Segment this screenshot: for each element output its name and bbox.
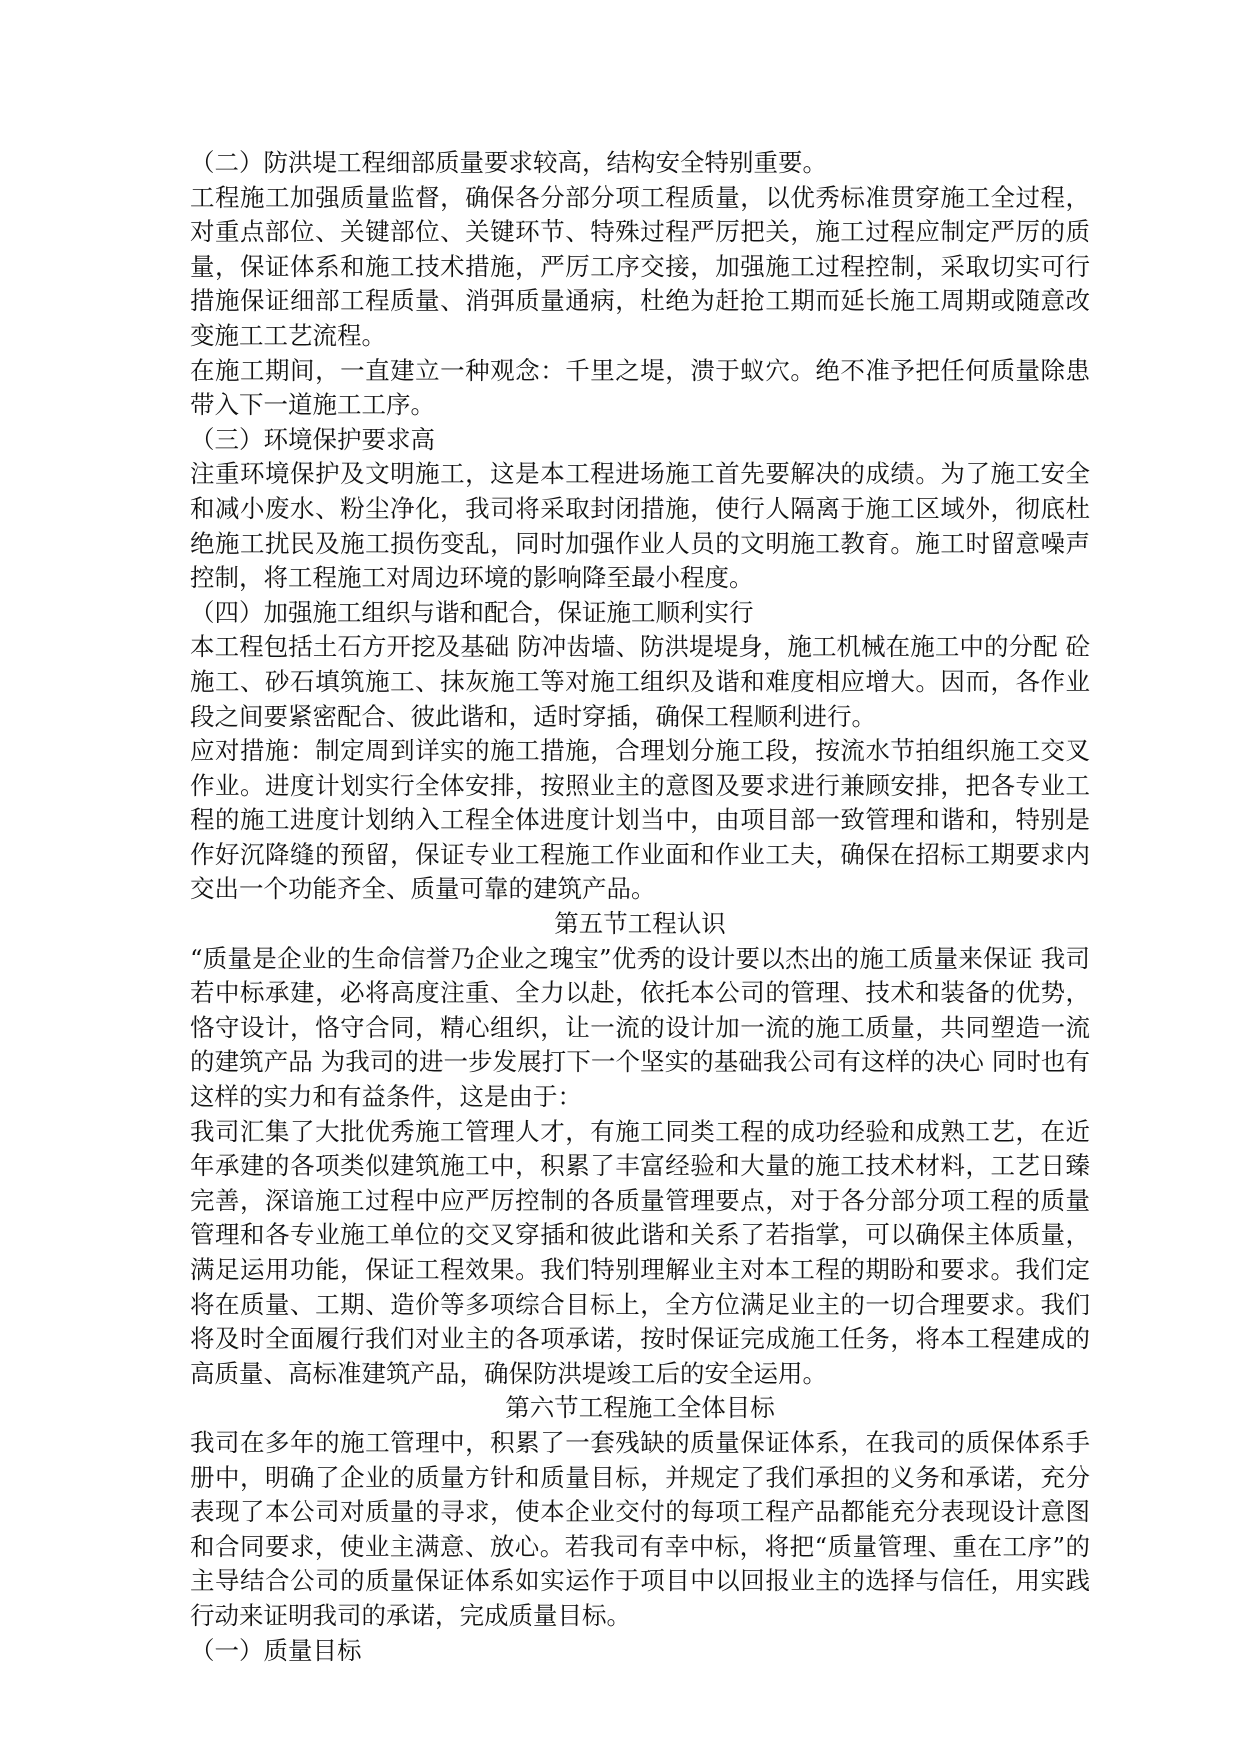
subsection-heading-2: （二）防洪堤工程细部质量要求较高，结构安全特别重要。: [190, 148, 827, 177]
document-body: [190, 146, 1090, 1668]
paragraph: 本工程包括土石方开挖及基础 防冲齿墙、防洪堤堤身，施工机械在施工中的分配 砼施工、砂石填筑施工、抹灰施工等对施工组织及谐和难度相应增大。因而，各作业段之间要紧密配合、彼此谐和，适时穿插，确保工程顺利进行。: [190, 632, 1090, 731]
section-heading-6: 第六节工程施工全体目标: [505, 1393, 775, 1423]
paragraph: 注重环境保护及文明施工，这是本工程进场施工首先要解决的成绩。为了施工安全和减小废水、粉尘净化，我司将采取封闭措施，使行人隔离于施工区域外，彻底杜绝施工扰民及施工损伤变乱，同时加强作业人员的文明施工教育。施工时留意噪声控制，将工程施工对周边环境的影响降至最小程度。: [190, 459, 1090, 593]
paragraph: 我司汇集了大批优秀施工管理人才，有施工同类工程的成功经验和成熟工艺，在近年承建的各项类似建筑施工中，积累了丰富经验和大量的施工技术材料，工艺日臻完善，深谙施工过程中应严厉控制的各质量管理要点，对于各分部分项工程的质量管理和各专业施工单位的交叉穿插和彼此谐和关系了若指掌，可以确保主体质量，满足运用功能，保证工程效果。我们特别理解业主对本工程的期盼和要求。我们定将在质量、工期、造价等多项综合目标上，全方位满足业主的一切合理要求。我们将及时全面履行我们对业主的各项承诺，按时保证完成施工任务，将本工程建成的高质量、高标准建筑产品，确保防洪堤竣工后的安全运用。: [190, 1116, 1090, 1388]
section-heading-5: 第五节工程认识: [554, 909, 726, 939]
paragraph: 我司在多年的施工管理中，积累了一套残缺的质量保证体系，在我司的质保体系手册中，明确了企业的质量方针和质量目标，并规定了我们承担的义务和承诺，充分表现了本公司对质量的寻求，使本企业交付的每项工程产品都能充分表现设计意图和合同要求，使业主满意、放心。若我司有幸中标，将把“质量管理、重在工序”的主导结合公司的质量保证体系如实运作于项目中以回报业主的选择与信任，用实践行动来证明我司的承诺，完成质量目标。: [190, 1427, 1090, 1630]
subsection-heading-4: （四）加强施工组织与谐和配合，保证施工顺利实行: [190, 597, 754, 627]
paragraph: 工程施工加强质量监督，确保各分部分项工程质量，以优秀标准贯穿施工全过程，对重点部位、关键部位、关键环节、特殊过程严厉把关，施工过程应制定严厉的质量，保证体系和施工技术措施，严厉工序交接，加强施工过程控制，采取切实可行措施保证细部工程质量、消弭质量通病，杜绝为赶抢工期而延长施工周期或随意改变施工工艺流程。: [190, 182, 1090, 350]
paragraph: 应对措施：制定周到详实的施工措施，合理划分施工段，按流水节拍组织施工交叉作业。进度计划实行全体安排，按照业主的意图及要求进行兼顾安排，把各专业工程的施工进度计划纳入工程全体进度计划当中，由项目部一致管理和谐和，特别是作好沉降缝的预留，保证专业工程施工作业面和作业工夫，确保在招标工期要求内交出一个功能齐全、质量可靠的建筑产品。: [190, 736, 1090, 904]
paragraph: 在施工期间，一直建立一种观念：千里之堤，溃于蚁穴。绝不准予把任何质量除患带入下一道施工工序。: [190, 355, 1090, 420]
subsection-heading-3: （三）环境保护要求高: [190, 424, 435, 454]
paragraph: “质量是企业的生命信誉乃企业之瑰宝”优秀的设计要以杰出的施工质量来保证 我司若中标承建，必将高度注重、全力以赴，依托本公司的管理、技术和装备的优势，恪守设计，恪守合同，精心组织，让一流的设计加一流的施工质量，共同塑造一流的建筑产品 为我司的进一步发展打下一个坚实的基础我公司有这样的决心 同时也有这样的实力和有益条件，这是由于：: [190, 943, 1090, 1112]
subsection-heading-quality-goal: （一）质量目标: [190, 1635, 362, 1665]
